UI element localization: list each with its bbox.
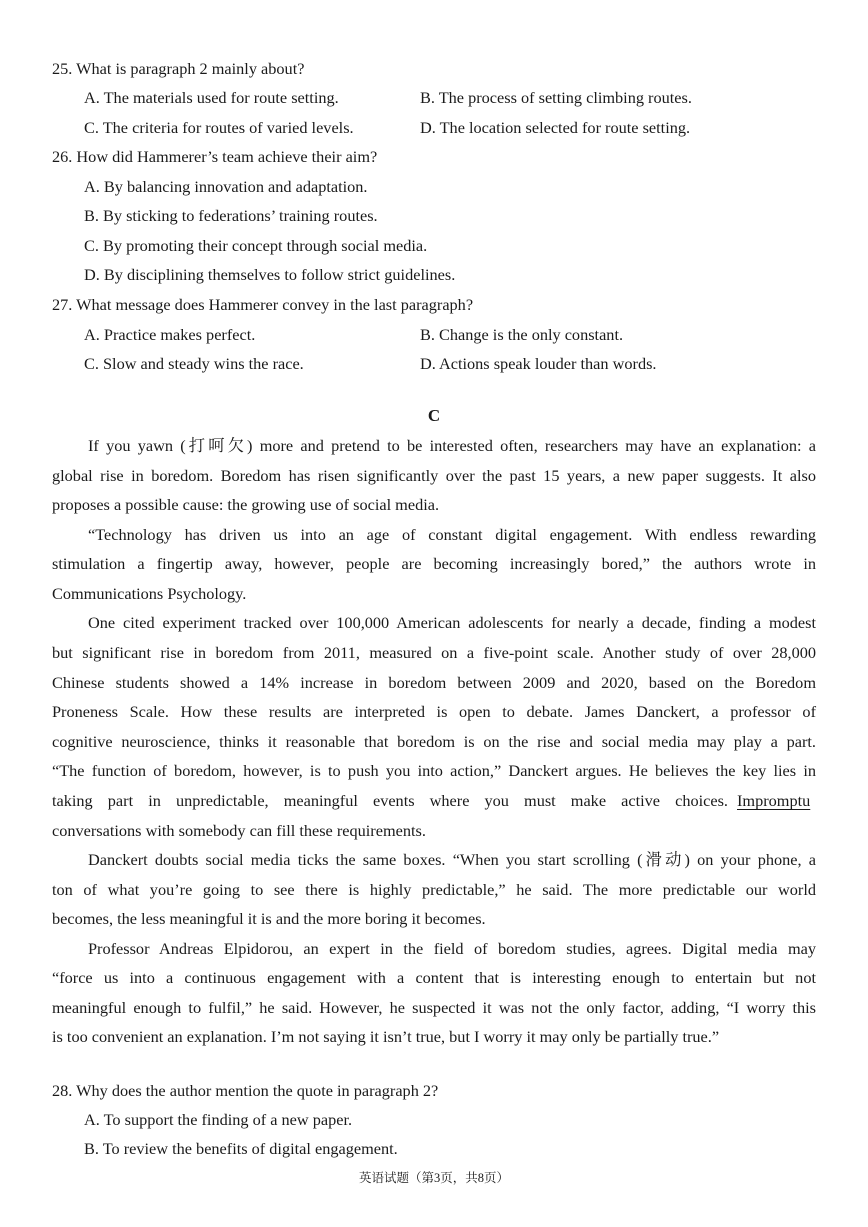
passage-line: Professor Andreas Elpidorou, an expert in the field of boredom studies, agrees. Digital media may [88, 939, 816, 958]
question-27-option-d: D. Actions speak louder than words. [420, 354, 657, 373]
passage-line: conversations with somebody can fill these requirements. [52, 821, 426, 840]
question-27-option-c: C. Slow and steady wins the race. [84, 354, 304, 373]
passage-line: “The function of boredom, however, is to push you into action,” Danckert argues. He believes the key lies in [52, 761, 816, 780]
passage-line: but significant rise in boredom from 2011, measured on a five-point scale. Another study of over 28,000 [52, 643, 816, 662]
passage-line: Danckert doubts social media ticks the same boxes. “When you start scrolling (滑动) on your phone, a [88, 850, 816, 869]
passage-line: stimulation a fingertip away, however, people are becoming increasingly bored,” the authors wrote in [52, 554, 816, 573]
question-26-option-a: A. By balancing innovation and adaptation. [84, 177, 368, 196]
question-26-option-b: B. By sticking to federations’ training routes. [84, 206, 378, 225]
passage-line: becomes, the less meaningful it is and the more boring it becomes. [52, 909, 486, 928]
question-25-option-b: B. The process of setting climbing routes. [420, 88, 692, 107]
question-25-option-a: A. The materials used for route setting. [84, 88, 339, 107]
passage-line: Proneness Scale. How these results are interpreted is open to debate. James Danckert, a professor of [52, 702, 816, 721]
passage-line: “Technology has driven us into an age of constant digital engagement. With endless rewarding [88, 525, 816, 544]
question-26-option-c: C. By promoting their concept through social media. [84, 236, 428, 255]
passage-line: Communications Psychology. [52, 584, 247, 603]
question-26-option-d: D. By disciplining themselves to follow strict guidelines. [84, 265, 456, 284]
underlined-word: Impromptu [737, 791, 811, 810]
passage-line: “force us into a continuous engagement with a content that is interesting enough to entertain but not [52, 968, 816, 987]
passage-line: meaningful enough to fulfil,” he said. However, he suspected it was not the only factor, adding, “I worry this [52, 998, 816, 1017]
question-28-option-b: B. To review the benefits of digital engagement. [84, 1139, 398, 1158]
question-25-option-d: D. The location selected for route setting. [420, 118, 691, 137]
question-28-option-a: A. To support the finding of a new paper. [84, 1110, 353, 1129]
question-27-option-a: A. Practice makes perfect. [84, 325, 256, 344]
page-footer: 英语试题（第3页，共8页） [358, 1171, 509, 1185]
passage-line: proposes a possible cause: the growing use of social media. [52, 495, 440, 514]
question-25-option-c: C. The criteria for routes of varied levels. [84, 118, 354, 137]
question-28-stem: 28. Why does the author mention the quote in paragraph 2? [52, 1081, 439, 1100]
passage-line: is too convenient an explanation. I’m not saying it isn’t true, but I worry it may only be partially true.” [52, 1027, 720, 1046]
question-26-stem: 26. How did Hammerer’s team achieve their aim? [52, 147, 378, 166]
passage-line: ton of what you’re going to see there is highly predictable,” he said. The more predictable our world [52, 880, 816, 899]
passage-line: cognitive neuroscience, thinks it reasonable that boredom is on the rise and social media may play a part. [52, 732, 816, 751]
question-27-option-b: B. Change is the only constant. [420, 325, 624, 344]
passage-line: One cited experiment tracked over 100,000 American adolescents for nearly a decade, finding a modest [88, 613, 816, 632]
passage-line: taking part in unpredictable, meaningful events where you must make active choices. [52, 791, 728, 810]
passage-line: If you yawn (打呵欠) more and pretend to be interested often, researchers may have an explanation: a [88, 436, 816, 455]
passage-line: global rise in boredom. Boredom has risen significantly over the past 15 years, a new paper suggests. It also [52, 466, 816, 485]
question-27-stem: 27. What message does Hammerer convey in the last paragraph? [52, 295, 474, 314]
section-title: C [427, 406, 441, 425]
passage-line: Chinese students showed a 14% increase in boredom between 2009 and 2020, based on the Boredom [52, 673, 816, 692]
question-25-stem: 25. What is paragraph 2 mainly about? [52, 59, 305, 78]
